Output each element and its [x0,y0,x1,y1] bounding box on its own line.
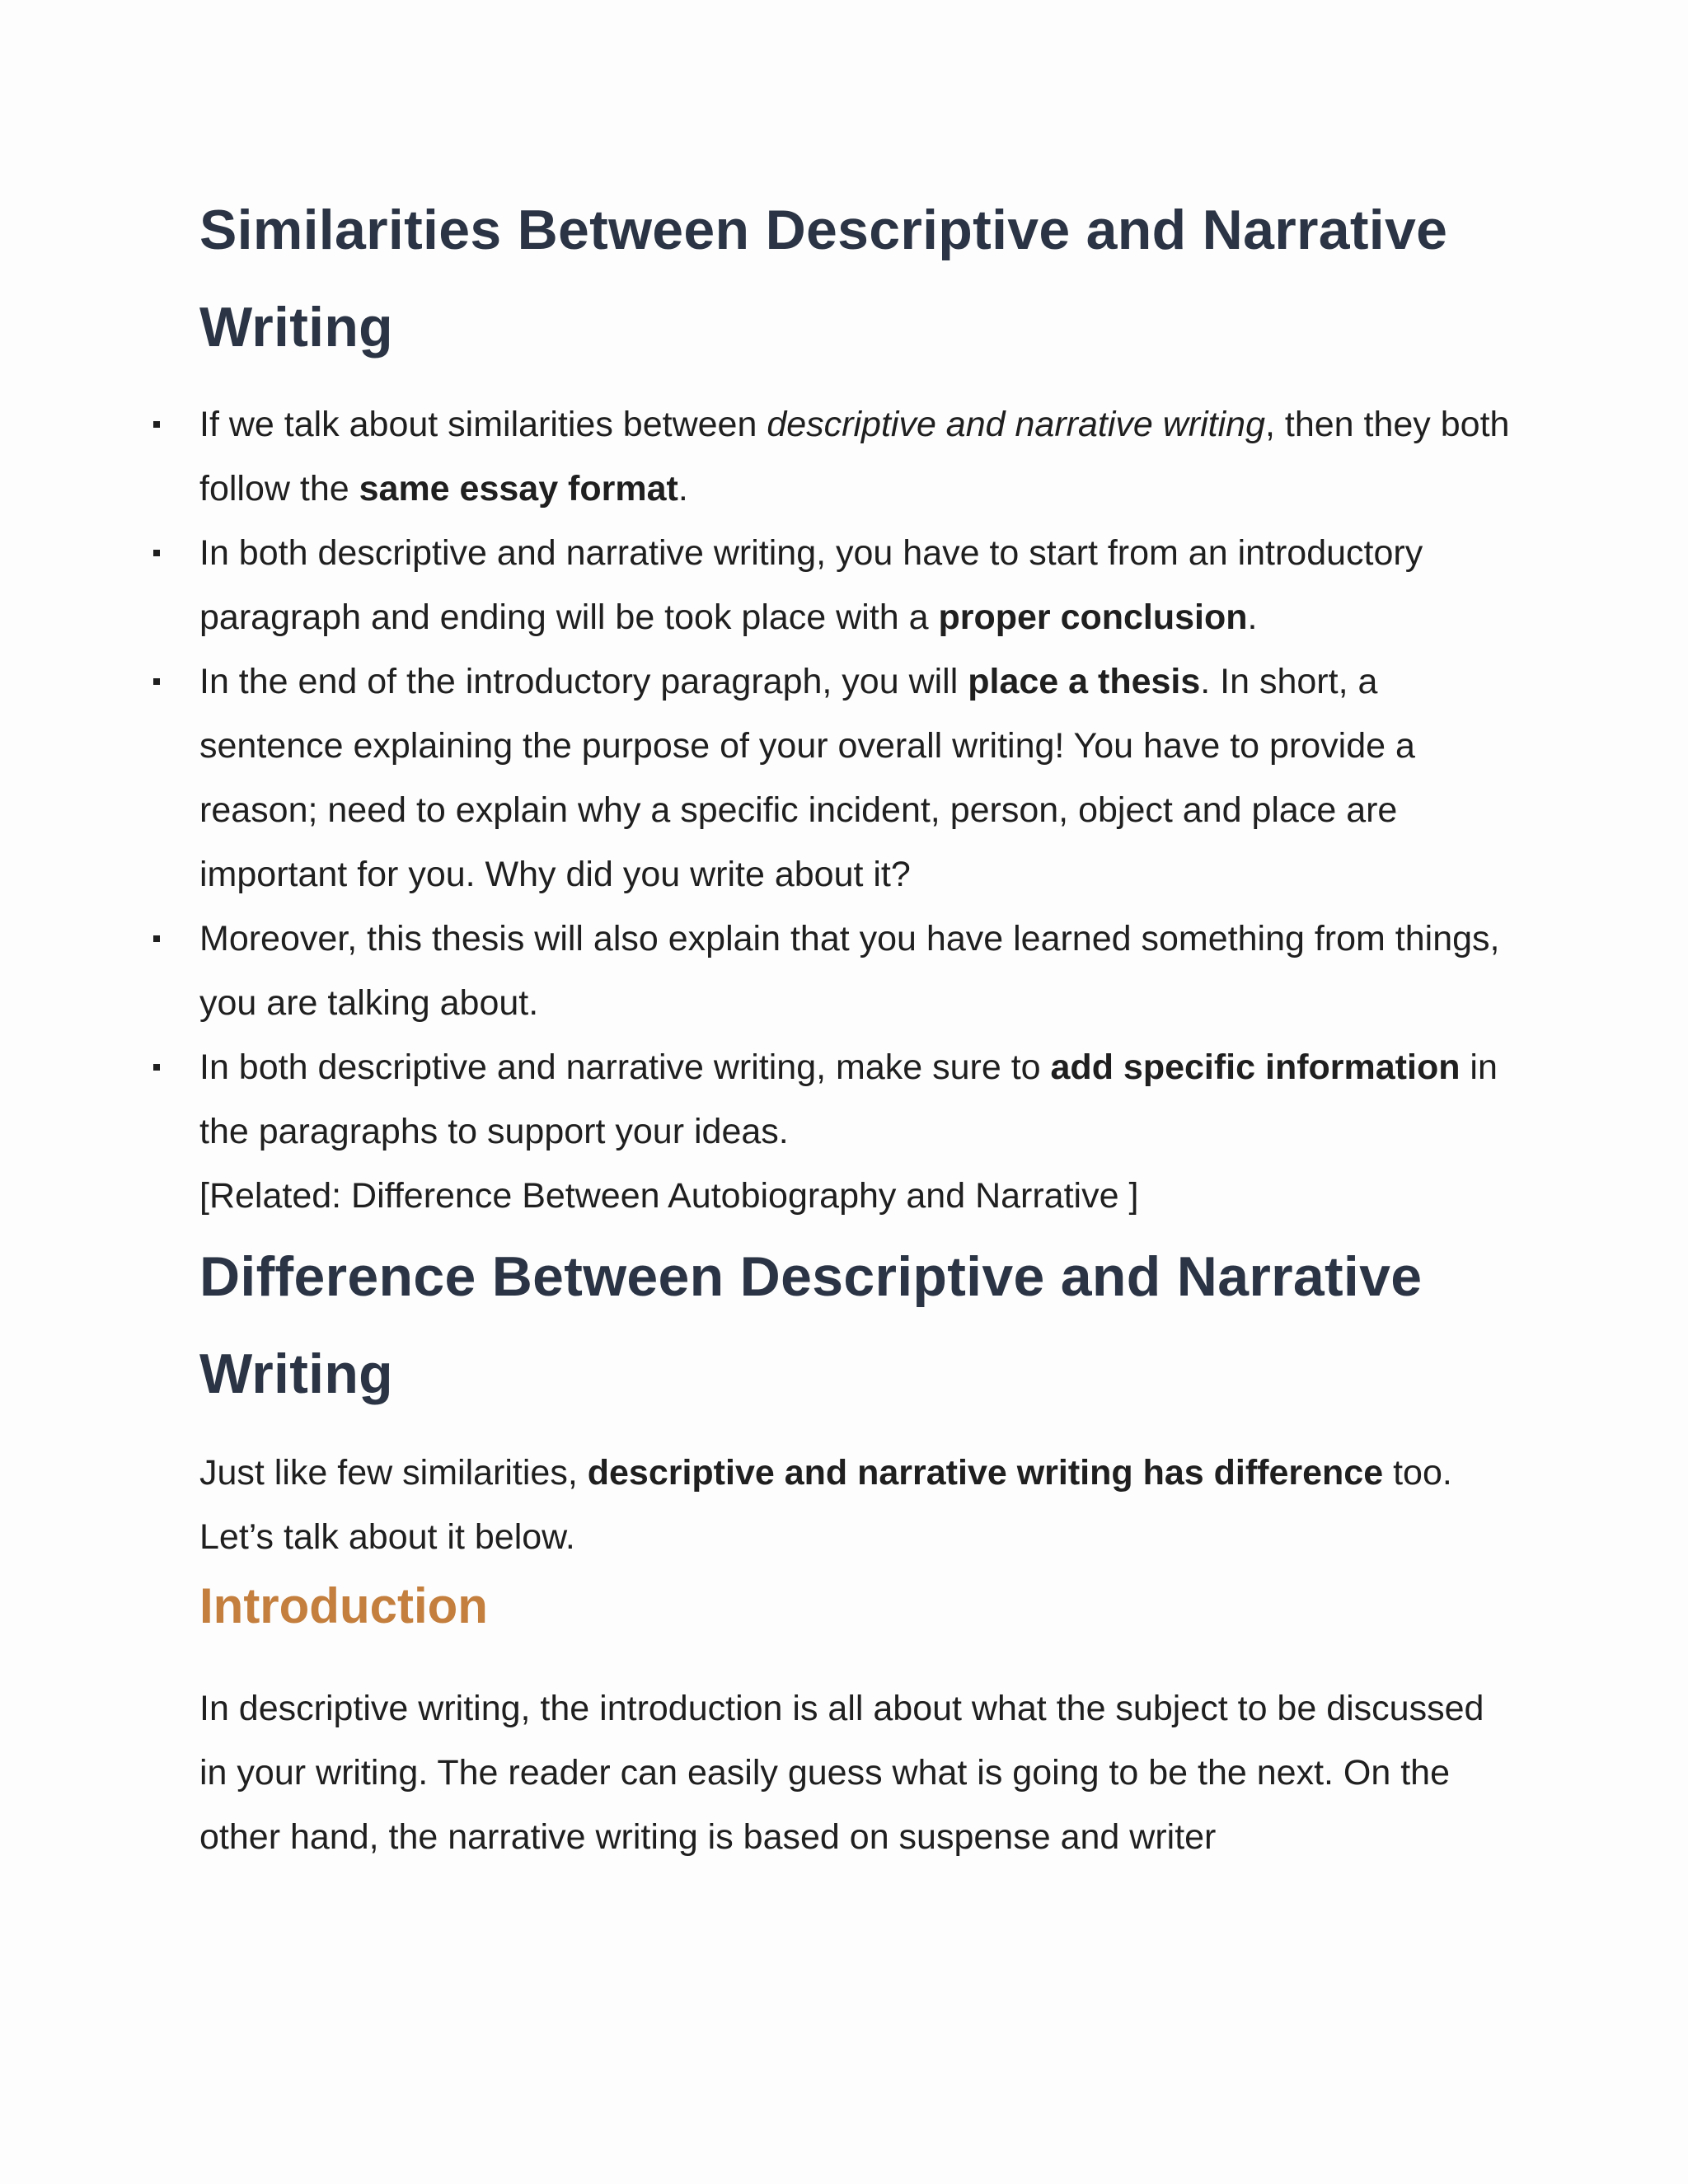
bullet-text: Moreover, this thesis will also explain that you have learned something from things, you are talking about. [199,919,1500,1023]
paragraph-bold: descriptive and narrative writing has difference [587,1453,1384,1493]
heading-similarities: Similarities Between Descriptive and Narrative Writing [199,199,1448,359]
paragraph-text: too. Let’s talk about it below. [199,1453,1452,1557]
bullet-italic: descriptive and narrative writing [767,405,1265,444]
difference-paragraph [199,1441,1518,1569]
paragraph-text: Just like few similarities, [199,1453,588,1493]
list-item [199,907,1518,1035]
bullet-bold: add specific information [1050,1047,1461,1087]
bullet-text: . In short, a sentence explaining the purpose of your overall writing! You have to provide a reason; need to explain why a specific incident, person, object and place are important for you. Why did you write about it? [199,662,1415,894]
heading-difference: Difference Between Descriptive and Narrative Writing [199,1245,1423,1405]
heading-introduction: Introduction [199,1578,488,1633]
bullet-text: . [678,469,688,509]
introduction-paragraph: In descriptive writing, the introduction is all about what the subject to be discussed in your writing. The reader can easily guess what is going to be the next. On the other hand, the narrative writing is based on suspense and writer [199,1689,1484,1857]
related-link-text: [Related: Difference Between Autobiography and Narrative ] [199,1176,1139,1216]
bullet-text: In both descriptive and narrative writing, make sure to [199,1047,1051,1087]
bullet-text: In both descriptive and narrative writing, you have to start from an introductory paragraph and ending will be took place with a [199,533,1423,637]
list-item [199,1035,1518,1164]
list-item [199,521,1518,649]
list-item [199,392,1518,521]
bullet-bold: same essay format [359,469,678,509]
bullet-text: If we talk about similarities between [199,405,767,444]
bullet-bold: place a thesis [968,662,1201,701]
bullet-bold: proper conclusion [938,598,1248,637]
bullet-text: . [1247,598,1258,637]
list-item [199,649,1518,907]
bullet-text: in the paragraphs to support your ideas. [199,1047,1498,1151]
bullet-text: In the end of the introductory paragraph, you will [199,662,968,701]
document-page [199,181,1518,1869]
similarities-list [199,392,1518,1164]
bullet-text: , then they both follow the [199,405,1510,509]
